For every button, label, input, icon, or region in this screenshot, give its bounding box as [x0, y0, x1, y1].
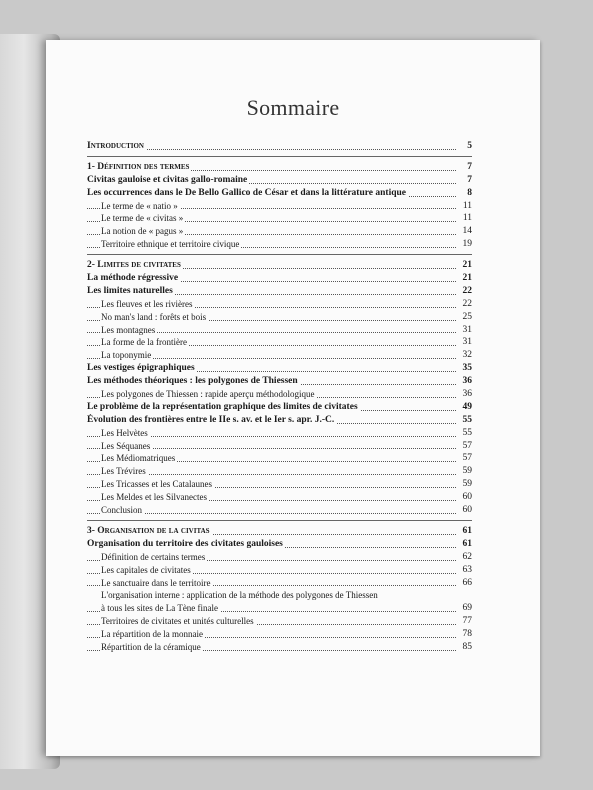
toc-page-number: 61 [460, 538, 473, 551]
toc-entry-label: Répartition de la céramique [101, 641, 201, 652]
toc-entry [87, 200, 472, 213]
toc-entry [87, 452, 472, 465]
toc-section-heading [87, 140, 472, 153]
toc-page-number: 60 [460, 504, 473, 517]
toc-page-number: 7 [464, 161, 472, 174]
toc-entry-label: Les Meldes et les Silvanectes [101, 492, 207, 503]
toc-entry [87, 538, 472, 551]
toc-page-number: 19 [460, 238, 473, 251]
toc-entry-label: Évolution des frontières entre le IIe s. av. et le Ier s. apr. J.-C. [87, 414, 335, 425]
toc-entry-label: 2- Limites de civitates [87, 260, 181, 271]
toc-page-number: 21 [460, 259, 473, 272]
toc-entry [87, 324, 472, 337]
toc-section-heading [87, 259, 472, 272]
toc-page-number: 11 [460, 200, 472, 213]
toc-entry [87, 615, 472, 628]
toc-page-number: 35 [460, 362, 473, 375]
toc-entry [87, 589, 472, 602]
toc-page-number: 85 [460, 641, 473, 654]
table-of-contents [87, 140, 472, 654]
toc-section-heading [87, 525, 472, 538]
toc-page-number: 63 [460, 564, 473, 577]
toc-entry-label: Le problème de la représentation graphique des limites de civitates [87, 401, 358, 412]
toc-page-number: 55 [460, 414, 473, 427]
toc-page-number: 57 [460, 440, 473, 453]
toc-entry [87, 187, 472, 200]
toc-page-number: 22 [460, 285, 473, 298]
toc-entry-label: La répartition de la monnaie [101, 629, 203, 640]
toc-entry [87, 298, 472, 311]
toc-page-number: 69 [460, 602, 473, 615]
toc-page-number: 77 [460, 615, 473, 628]
toc-entry [87, 577, 472, 590]
toc-entry [87, 628, 472, 641]
toc-page-number: 57 [460, 452, 473, 465]
toc-entry-label: Les montagnes [101, 324, 156, 335]
section-divider [87, 254, 472, 255]
toc-entry [87, 641, 472, 654]
toc-page-number: 21 [460, 272, 473, 285]
toc-page-number: 62 [460, 551, 473, 564]
toc-page-number: 59 [460, 478, 473, 491]
toc-entry [87, 388, 472, 401]
toc-section-heading [87, 161, 472, 174]
toc-entry [87, 465, 472, 478]
toc-entry [87, 212, 472, 225]
page-title: Sommaire [246, 95, 340, 120]
toc-entry-label: Les Helvètes [101, 427, 148, 438]
toc-entry-label: Civitas gauloise et civitas gallo-romaine [87, 174, 248, 185]
toc-page-number: 61 [460, 525, 473, 538]
toc-entry-label: 1- Définition des termes [87, 161, 190, 172]
book-page [46, 40, 540, 756]
toc-entry-label: Le terme de « civitas » [101, 213, 184, 224]
toc-page-number: 49 [460, 401, 473, 414]
toc-entry-label: Les fleuves et les rivières [101, 298, 193, 309]
toc-page-number: 5 [464, 140, 472, 153]
toc-page-number: 31 [460, 336, 473, 349]
toc-entry [87, 336, 472, 349]
toc-entry-label: Le terme de « natio » [101, 200, 178, 211]
section-divider [87, 156, 472, 157]
toc-entry [87, 272, 472, 285]
toc-page-number: 36 [460, 375, 473, 388]
toc-entry-label: L'organisation interne : application de la méthode des polygones de Thiessen [101, 590, 378, 601]
toc-entry-label: à tous les sites de La Tène finale [101, 603, 219, 614]
toc-entry [87, 602, 472, 615]
toc-page-number: 78 [460, 628, 473, 641]
toc-entry [87, 504, 472, 517]
toc-entry [87, 349, 472, 362]
toc-entry [87, 491, 472, 504]
toc-page-number: 7 [464, 174, 472, 187]
toc-page-number: 60 [460, 491, 473, 504]
toc-entry [87, 427, 472, 440]
toc-entry-label: Les polygones de Thiessen : rapide aperçu méthodologique [101, 389, 315, 400]
toc-entry-label: Les Médiomatriques [101, 453, 176, 464]
toc-page-number: 25 [460, 311, 473, 324]
toc-entry-label: No man's land : forêts et bois [101, 311, 207, 322]
toc-page-number: 32 [460, 349, 473, 362]
toc-entry [87, 311, 472, 324]
toc-entry [87, 478, 472, 491]
toc-page-number: 14 [460, 225, 473, 238]
toc-entry-label: Les occurrences dans le De Bello Gallico de César et dans la littérature antique [87, 187, 407, 198]
toc-entry [87, 401, 472, 414]
toc-page-number: 22 [460, 298, 473, 311]
toc-page-number: 36 [460, 388, 473, 401]
toc-entry-label: Territoires de civitates et unités culturelles [101, 616, 254, 627]
toc-entry [87, 551, 472, 564]
toc-page-number: 55 [460, 427, 473, 440]
toc-entry-label: La toponymie [101, 350, 152, 361]
toc-entry [87, 440, 472, 453]
section-divider [87, 520, 472, 521]
toc-entry-label: Les Séquanes [101, 440, 151, 451]
toc-page-number: 8 [464, 187, 472, 200]
toc-entry-label: Les Trévires [101, 466, 146, 477]
toc-entry-label: Les capitales de civitates [101, 564, 191, 575]
toc-entry-label: La forme de la frontière [101, 337, 187, 348]
toc-entry-label: Les Tricasses et les Catalaunes [101, 479, 212, 490]
toc-entry-label: Organisation du territoire des civitates gauloises [87, 538, 283, 549]
toc-entry-label: Conclusion [101, 505, 143, 516]
toc-entry [87, 414, 472, 427]
toc-entry-label: 3- Organisation de la civitas [87, 525, 210, 536]
toc-entry-label: Les méthodes théoriques : les polygones de Thiessen [87, 376, 298, 387]
toc-entry-label: Le sanctuaire dans le territoire [101, 577, 211, 588]
toc-entry-label: La notion de « pagus » [101, 226, 184, 237]
toc-entry-label: Territoire ethnique et territoire civique [101, 239, 240, 250]
toc-entry-label: La méthode régressive [87, 273, 179, 284]
toc-entry [87, 174, 472, 187]
toc-page-number: 66 [460, 577, 473, 590]
toc-entry [87, 564, 472, 577]
toc-entry-label: Introduction [87, 141, 144, 151]
toc-entry [87, 238, 472, 251]
toc-entry [87, 362, 472, 375]
toc-entry [87, 285, 472, 298]
toc-entry [87, 375, 472, 388]
toc-entry-label: Les limites naturelles [87, 285, 173, 296]
toc-entry [87, 225, 472, 238]
toc-page-number: 11 [460, 212, 472, 225]
toc-page-number: 59 [460, 465, 473, 478]
toc-entry-label: Les vestiges épigraphiques [87, 363, 195, 374]
toc-entry-label: Définition de certains termes [101, 551, 206, 562]
toc-page-number: 31 [460, 324, 473, 337]
